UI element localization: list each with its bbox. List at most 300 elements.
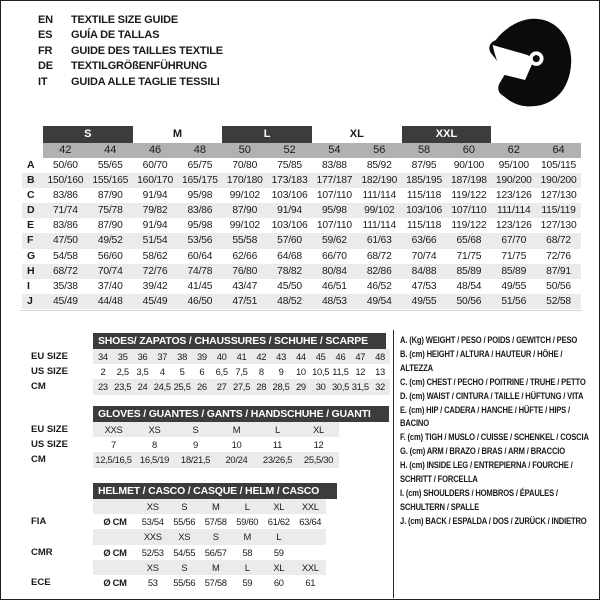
helmet-unit-spacer: [93, 560, 137, 575]
measurement-cell: 111/114: [362, 220, 396, 232]
legend-item: H. (cm) INSIDE LEG / ENTREPIERNA / FOURCHE / SCHRITT / FORCELLA: [400, 460, 573, 486]
helmet-value-cell: 59: [242, 577, 253, 589]
measurement-cell: 103/106: [271, 220, 308, 232]
measurement-cell: 70/74: [411, 250, 437, 262]
measurement-cell: 127/130: [540, 190, 577, 202]
helmet-standard-label: ECE: [31, 577, 51, 589]
measurement-cell: 83/86: [53, 190, 78, 202]
measurement-cell: 79/82: [133, 203, 178, 218]
measurement-legend: [400, 334, 590, 529]
measurement-cell: 75/78: [88, 203, 133, 218]
lang-text: GUÍA DE TALLAS: [71, 29, 160, 42]
shoes-cell: 13: [375, 366, 385, 378]
gloves-cell: 10: [231, 439, 242, 451]
shoes-cell: 23: [93, 379, 113, 394]
measurement-cell: 65/68: [446, 233, 491, 248]
shoes-row-label: EU SIZE: [31, 351, 68, 362]
shoes-cell: 6,5: [215, 366, 228, 378]
helmet-unit-spacer: [93, 529, 137, 544]
measurement-row-a: [22, 158, 581, 173]
measurement-cell: 55/65: [97, 160, 123, 171]
measurement-cell: 90/100: [453, 160, 485, 171]
helmet-size-header-cell: L: [232, 499, 264, 514]
measurement-cell: 111/114: [362, 190, 396, 202]
measurement-cell: 47/50: [43, 233, 88, 248]
measurement-cell: 111/114: [491, 203, 536, 218]
helmet-standard-label: CMR: [31, 546, 53, 558]
measurement-cell: 85/89: [446, 264, 491, 279]
helmet-size-header-cell: XS: [137, 499, 169, 514]
lang-row-fr: [38, 44, 223, 59]
gloves-cell: 18/21,5: [175, 452, 216, 467]
lang-code: FR: [38, 44, 53, 57]
measurement-cell: 87/90: [97, 220, 123, 232]
helmet-size-header-cell: L: [232, 560, 264, 575]
shoes-cell: 26: [192, 379, 212, 394]
lang-text: GUIDE DES TAILLES TEXTILE: [71, 44, 223, 57]
measurement-cell: 64/68: [277, 250, 302, 262]
measurement-cell: 107/110: [316, 190, 352, 202]
shoes-cell: 23,5: [113, 379, 133, 394]
measurement-cell: 75/85: [277, 160, 302, 171]
helmet-value-cell: 57/58: [204, 577, 227, 589]
measurement-row-c: [22, 188, 581, 203]
measurement-cell: 83/88: [322, 160, 347, 171]
measurement-cell: 95/98: [312, 203, 357, 218]
helmet-size-header-cell: XS: [137, 560, 169, 575]
shoes-cell: 48: [370, 349, 390, 364]
helmet-size-header-cell: XXS: [137, 529, 169, 544]
gloves-row-label: US SIZE: [31, 439, 68, 451]
row-letter: C: [27, 189, 35, 202]
helmet-size-header-cell: S: [200, 529, 232, 544]
measurement-cell: 103/106: [402, 203, 447, 218]
gloves-cell: 16,5/19: [134, 452, 175, 467]
gloves-size-table: [31, 404, 389, 468]
measurement-cell: 155/165: [88, 173, 133, 188]
helmet-size-header-cell: M: [232, 529, 264, 544]
racing-helmet-icon: [480, 14, 577, 111]
shoes-cell: 27,5: [232, 379, 252, 394]
measurement-cell: 185/195: [402, 173, 447, 188]
shoes-size-table: [31, 331, 390, 395]
lang-text: GUIDA ALLE TAGLIE TESSILI: [71, 75, 220, 88]
measurement-cell: 165/175: [177, 173, 222, 188]
measurement-cell: 62/66: [232, 250, 258, 262]
measurement-row-b: [22, 173, 581, 188]
measurement-cell: 99/102: [229, 220, 260, 232]
measurement-cell: 65/75: [187, 160, 213, 171]
shoes-cell: 41: [232, 349, 252, 364]
size-band-s: S: [43, 126, 133, 143]
measurement-cell: 95/98: [187, 190, 213, 202]
measurement-cell: 115/118: [406, 190, 442, 202]
measurement-cell: 53/56: [177, 233, 222, 248]
numeric-size-row: [22, 143, 581, 158]
lang-row-es: [38, 28, 223, 43]
measurement-cell: 35/38: [53, 280, 78, 292]
helmet-row-label: [31, 499, 93, 514]
measurement-cell: 49/55: [402, 294, 447, 309]
gloves-cell: 12: [313, 439, 324, 451]
shoes-cell: 45: [311, 349, 331, 364]
measurement-cell: 190/200: [491, 173, 536, 188]
measurement-cell: 50/60: [53, 160, 78, 171]
measurement-cell: 103/106: [271, 190, 308, 202]
measurement-cell: 182/190: [357, 173, 402, 188]
measurement-cell: 68/72: [43, 264, 88, 279]
helmet-value-cell: 59/60: [236, 516, 259, 528]
measurement-cell: 54/58: [53, 250, 78, 262]
size-band-empty: [491, 126, 536, 143]
measurement-cell: 83/86: [177, 203, 222, 218]
shoes-cell: 30,5: [331, 379, 351, 394]
shoes-cell: 12: [355, 366, 366, 378]
measurement-cell: 82/86: [357, 264, 402, 279]
lang-row-de: [38, 59, 223, 74]
measurement-cell: 87/91: [536, 264, 581, 279]
lang-text: TEXTILE SIZE GUIDE: [71, 14, 179, 26]
shoes-cell: 37: [152, 349, 172, 364]
measurement-cell: 170/180: [222, 173, 267, 188]
row-letter: D: [22, 203, 43, 218]
shoes-cell: 34: [93, 349, 113, 364]
gloves-cell: L: [257, 422, 298, 437]
helmet-size-table: [31, 481, 337, 590]
size-header-cell: 58: [402, 143, 447, 158]
measurement-cell: 71/74: [43, 203, 88, 218]
row-letter: B: [22, 173, 43, 188]
shoes-cell: 36: [133, 349, 153, 364]
helmet-size-header-cell: S: [169, 560, 201, 575]
measurement-cell: 105/115: [541, 160, 577, 171]
measurement-cell: 68/72: [366, 250, 392, 262]
helmet-size-header-cell: XL: [263, 560, 295, 575]
shoes-cell: 27: [212, 379, 232, 394]
helmet-size-header-cell: XS: [169, 529, 201, 544]
measurement-cell: 39/42: [142, 280, 168, 292]
measurement-cell: 127/130: [540, 220, 577, 232]
shoes-cell: 6: [199, 366, 205, 378]
helmet-size-header-cell: XXL: [295, 560, 327, 575]
shoes-cell: 43: [271, 349, 291, 364]
measurement-cell: 60/70: [142, 160, 168, 171]
row-letter: I: [27, 279, 30, 292]
row-letter: F: [22, 233, 43, 248]
shoes-cell: 3,5: [136, 366, 149, 378]
size-band-xl: XL: [349, 128, 364, 140]
lang-text: TEXTILGRÖßENFÜHRUNG: [71, 60, 208, 73]
measurement-cell: 123/126: [495, 190, 532, 202]
shoes-cell: 8: [258, 366, 264, 378]
legend-item: I. (cm) SHOULDERS / HOMBROS / ÉPAULES / SCHULTERN / SPALLE: [400, 487, 558, 513]
lang-row-en: [38, 13, 223, 28]
gloves-cell: XS: [134, 422, 175, 437]
measurement-cell: 95/98: [187, 220, 213, 232]
shoes-cell: 10: [295, 366, 306, 378]
helmet-value-cell: 61/62: [267, 516, 290, 528]
shoes-cell: 28: [251, 379, 271, 394]
measurement-cell: 91/94: [142, 220, 168, 232]
measurement-cell: 49/54: [357, 294, 402, 309]
measurement-cell: 70/74: [88, 264, 133, 279]
measurement-cell: 187/198: [446, 173, 491, 188]
legend-item: D. (cm) WAIST / CINTURA / TAILLE / HÜFTUNG / VITA: [400, 390, 584, 402]
measurement-cell: 76/80: [222, 264, 267, 279]
helmet-size-header-cell: [295, 529, 327, 544]
measurement-cell: 119/122: [451, 220, 487, 232]
size-header-cell: 60: [446, 143, 491, 158]
helmet-unit-cell: Ø CM: [103, 577, 127, 589]
measurement-cell: 84/88: [402, 264, 447, 279]
size-band-m: M: [172, 128, 183, 140]
size-band-row: [22, 126, 581, 143]
gloves-cell: 25,5/30: [298, 452, 339, 467]
shoes-cell: 31,5: [350, 379, 370, 394]
helmet-value-cell: 53: [147, 577, 158, 589]
measurement-cell: 51/56: [491, 294, 536, 309]
shoes-cell: 46: [331, 349, 351, 364]
shoes-cell: 42: [251, 349, 271, 364]
gloves-cell: XL: [298, 422, 339, 437]
lang-code: IT: [38, 75, 48, 88]
measurement-cell: 87/90: [222, 203, 267, 218]
size-band-l: L: [222, 126, 312, 143]
measurement-cell: 115/119: [536, 203, 581, 218]
measurement-cell: 49/55: [501, 280, 527, 292]
shoes-cell: 24: [133, 379, 153, 394]
helmet-size-header-cell: M: [200, 560, 232, 575]
shoes-cell: 29: [291, 379, 311, 394]
row-letter: G: [27, 249, 36, 262]
vertical-divider: [393, 330, 394, 598]
legend-item: A. (Kg) WEIGHT / PESO / POIDS / GEWITCH / PESO: [400, 335, 578, 346]
measurement-cell: 72/76: [133, 264, 178, 279]
measurement-cell: 41/45: [187, 280, 213, 292]
measurement-cell: 87/90: [97, 190, 123, 202]
measurement-cell: 47/51: [222, 294, 267, 309]
measurement-cell: 80/84: [312, 264, 357, 279]
measurement-cell: 91/94: [142, 190, 168, 202]
measurement-cell: 48/54: [456, 280, 482, 292]
helmet-size-header-cell: XXL: [295, 499, 327, 514]
shoes-cell: 9: [278, 366, 284, 378]
row-letter: A: [27, 159, 35, 171]
shoes-cell: 5: [179, 366, 185, 378]
size-header-cell: 54: [312, 143, 357, 158]
measurement-cell: 60/64: [187, 250, 213, 262]
helmet-value-cell: 52/53: [141, 546, 164, 558]
shoes-cell: 4: [159, 366, 165, 378]
measurement-cell: 51/54: [133, 233, 178, 248]
shoes-cell: 47: [350, 349, 370, 364]
measurement-cell: 52/58: [536, 294, 581, 309]
measurement-cell: 115/118: [406, 220, 442, 232]
shoes-cell: 7,5: [235, 366, 248, 378]
measurement-cell: 37/40: [97, 280, 123, 292]
shoes-cell: 28,5: [271, 379, 291, 394]
shoes-cell: 40: [212, 349, 232, 364]
measurement-row-i: [22, 279, 581, 294]
legend-item: J. (cm) BACK / ESPALDA / DOS / ZURÜCK / INDIETRO: [400, 515, 587, 527]
gloves-cell: XXS: [93, 422, 134, 437]
measurement-cell: 83/86: [53, 220, 78, 232]
helmet-value-cell: 56/57: [204, 546, 227, 558]
measurement-cell: 46/51: [322, 280, 347, 292]
measurement-cell: 59/62: [312, 233, 357, 248]
helmet-row-label: [31, 529, 93, 544]
measurement-cell: 177/187: [312, 173, 357, 188]
size-header-cell: 62: [491, 143, 536, 158]
size-header-cell: 42: [43, 143, 88, 158]
measurement-cell: 85/92: [366, 160, 392, 171]
measurement-cell: 48/53: [312, 294, 357, 309]
measurement-cell: 61/63: [357, 233, 402, 248]
shoes-cell: 44: [291, 349, 311, 364]
shoes-cell: 38: [172, 349, 192, 364]
size-header-cell: 52: [267, 143, 312, 158]
row-letter: H: [22, 264, 43, 279]
gloves-cell: 23/26,5: [257, 452, 298, 467]
shoes-cell: 11,5: [332, 366, 349, 378]
measurement-cell: 74/78: [177, 264, 222, 279]
legend-item: B. (cm) HEIGHT / ALTURA / HAUTEUR / HÖHE / ALTEZZA: [400, 348, 563, 374]
size-header-cell: 46: [133, 143, 178, 158]
measurement-cell: 71/75: [456, 250, 482, 262]
size-header-cell: 48: [177, 143, 222, 158]
measurement-row-j: [22, 294, 581, 309]
measurement-cell: 46/52: [366, 280, 392, 292]
gloves-cell: 20/24: [216, 452, 257, 467]
shoes-cell: 24,5: [152, 379, 172, 394]
measurement-cell: 56/60: [97, 250, 123, 262]
measurement-cell: 173/183: [267, 173, 312, 188]
helmet-value-cell: 63/64: [299, 516, 322, 528]
helmet-value-cell: 60: [273, 577, 284, 589]
helmet-unit-cell: Ø CM: [103, 546, 127, 558]
measurement-cell: 55/58: [222, 233, 267, 248]
corner-cell: [22, 126, 43, 143]
measurement-row-f: [22, 233, 581, 248]
size-header-cell: 64: [536, 143, 581, 158]
helmet-value-cell: 54/55: [173, 546, 196, 558]
helmet-unit-spacer: [93, 499, 137, 514]
measurement-cell: 50/56: [546, 280, 571, 292]
shoes-row-label: US SIZE: [31, 366, 68, 378]
lang-code: ES: [38, 29, 53, 42]
measurement-cell: 72/76: [546, 250, 571, 262]
helmet-value-cell: 59: [273, 546, 284, 558]
gloves-cell: 7: [111, 439, 116, 451]
helmet-value-cell: 58: [242, 546, 253, 558]
size-band-xxl: XXL: [402, 126, 492, 143]
measurement-cell: 107/110: [446, 203, 491, 218]
row-letter: E: [27, 219, 35, 232]
language-title-block: [38, 13, 223, 90]
shoes-cell: 39: [192, 349, 212, 364]
shoes-cell: 30: [311, 379, 331, 394]
size-header-cell: 56: [357, 143, 402, 158]
helmet-size-header-cell: XL: [263, 499, 295, 514]
helmet-value-cell: 55/56: [173, 577, 196, 589]
helmet-value-cell: 57/58: [204, 516, 227, 528]
corner-cell: [22, 143, 43, 158]
measurement-cell: 85/89: [491, 264, 536, 279]
measurement-row-g: [22, 249, 581, 264]
shoes-cell: 2: [100, 366, 106, 378]
measurement-cell: 47/53: [411, 280, 437, 292]
legend-item: C. (cm) CHEST / PECHO / POITRINE / TRUHE / PETTO: [400, 376, 586, 388]
measurement-cell: 160/170: [133, 173, 178, 188]
legend-item: G. (cm) ARM / BRAZO / BRAS / ARM / BRACCIO: [400, 446, 565, 458]
measurement-cell: 67/70: [491, 233, 536, 248]
textile-size-table: [22, 126, 581, 309]
gloves-row-label: EU SIZE: [31, 424, 68, 435]
helmet-unit-cell: Ø CM: [103, 516, 127, 528]
shoes-cell: 10,5: [312, 366, 330, 378]
measurement-cell: 44/48: [88, 294, 133, 309]
measurement-cell: 63/66: [402, 233, 447, 248]
lang-code: DE: [38, 60, 53, 73]
measurement-cell: 190/200: [536, 173, 581, 188]
shoes-cell: 25,5: [172, 379, 192, 394]
measurement-cell: 43/47: [232, 280, 258, 292]
measurement-cell: 123/126: [495, 220, 532, 232]
gloves-row-label: CM: [31, 454, 46, 466]
lang-code: EN: [38, 14, 53, 26]
size-header-cell: 44: [88, 143, 133, 158]
measurement-cell: 50/56: [446, 294, 491, 309]
measurement-cell: 48/52: [267, 294, 312, 309]
measurement-cell: 91/94: [267, 203, 312, 218]
gloves-cell: 8: [152, 439, 157, 451]
legend-item: F. (cm) TIGH / MUSLO / CUISSE / SCHENKEL / COSCIA: [400, 432, 589, 444]
measurement-row-h: [22, 264, 581, 279]
helmet-standard-label: FIA: [31, 516, 47, 528]
helmet-size-header-cell: S: [169, 499, 201, 514]
measurement-cell: 45/49: [133, 294, 178, 309]
measurement-cell: 99/102: [357, 203, 402, 218]
gloves-cell: 11: [272, 439, 283, 451]
helmet-value-cell: [295, 545, 327, 560]
shoes-cell: 35: [113, 349, 133, 364]
gloves-cell: 12,5/16,5: [93, 452, 134, 467]
gloves-cell: 9: [193, 439, 198, 451]
legend-item: E. (cm) HIP / CADERA / HANCHE / HÜFTE / HIPS / BACINO: [400, 404, 570, 430]
helmet-size-header-cell: M: [200, 499, 232, 514]
shoes-table-title: SHOES/ ZAPATOS / CHAUSSURES / SCHUHE / SCARPE: [93, 333, 386, 349]
measurement-cell: 119/122: [451, 190, 487, 202]
gloves-cell: S: [175, 422, 216, 437]
measurement-cell: 68/72: [536, 233, 581, 248]
gloves-cell: M: [216, 422, 257, 437]
row-letter: J: [22, 294, 43, 309]
gloves-table-title: GLOVES / GUANTES / GANTS / HANDSCHUHE / GUANTI: [93, 406, 389, 422]
measurement-cell: 57/60: [267, 233, 312, 248]
measurement-row-e: [22, 218, 581, 233]
shoes-row-label: CM: [31, 381, 46, 393]
measurement-cell: 46/50: [177, 294, 222, 309]
measurement-cell: 71/75: [501, 250, 527, 262]
helmet-row-label: [31, 560, 93, 575]
measurement-cell: 95/100: [498, 160, 529, 171]
helmet-size-header-cell: L: [263, 529, 295, 544]
horizontal-divider: [20, 310, 582, 311]
measurement-cell: 107/110: [316, 220, 352, 232]
shoes-cell: 2,5: [116, 366, 129, 378]
helmet-table-title: HELMET / CASCO / CASQUE / HELM / CASCO: [93, 483, 337, 499]
measurement-cell: 45/49: [43, 294, 88, 309]
